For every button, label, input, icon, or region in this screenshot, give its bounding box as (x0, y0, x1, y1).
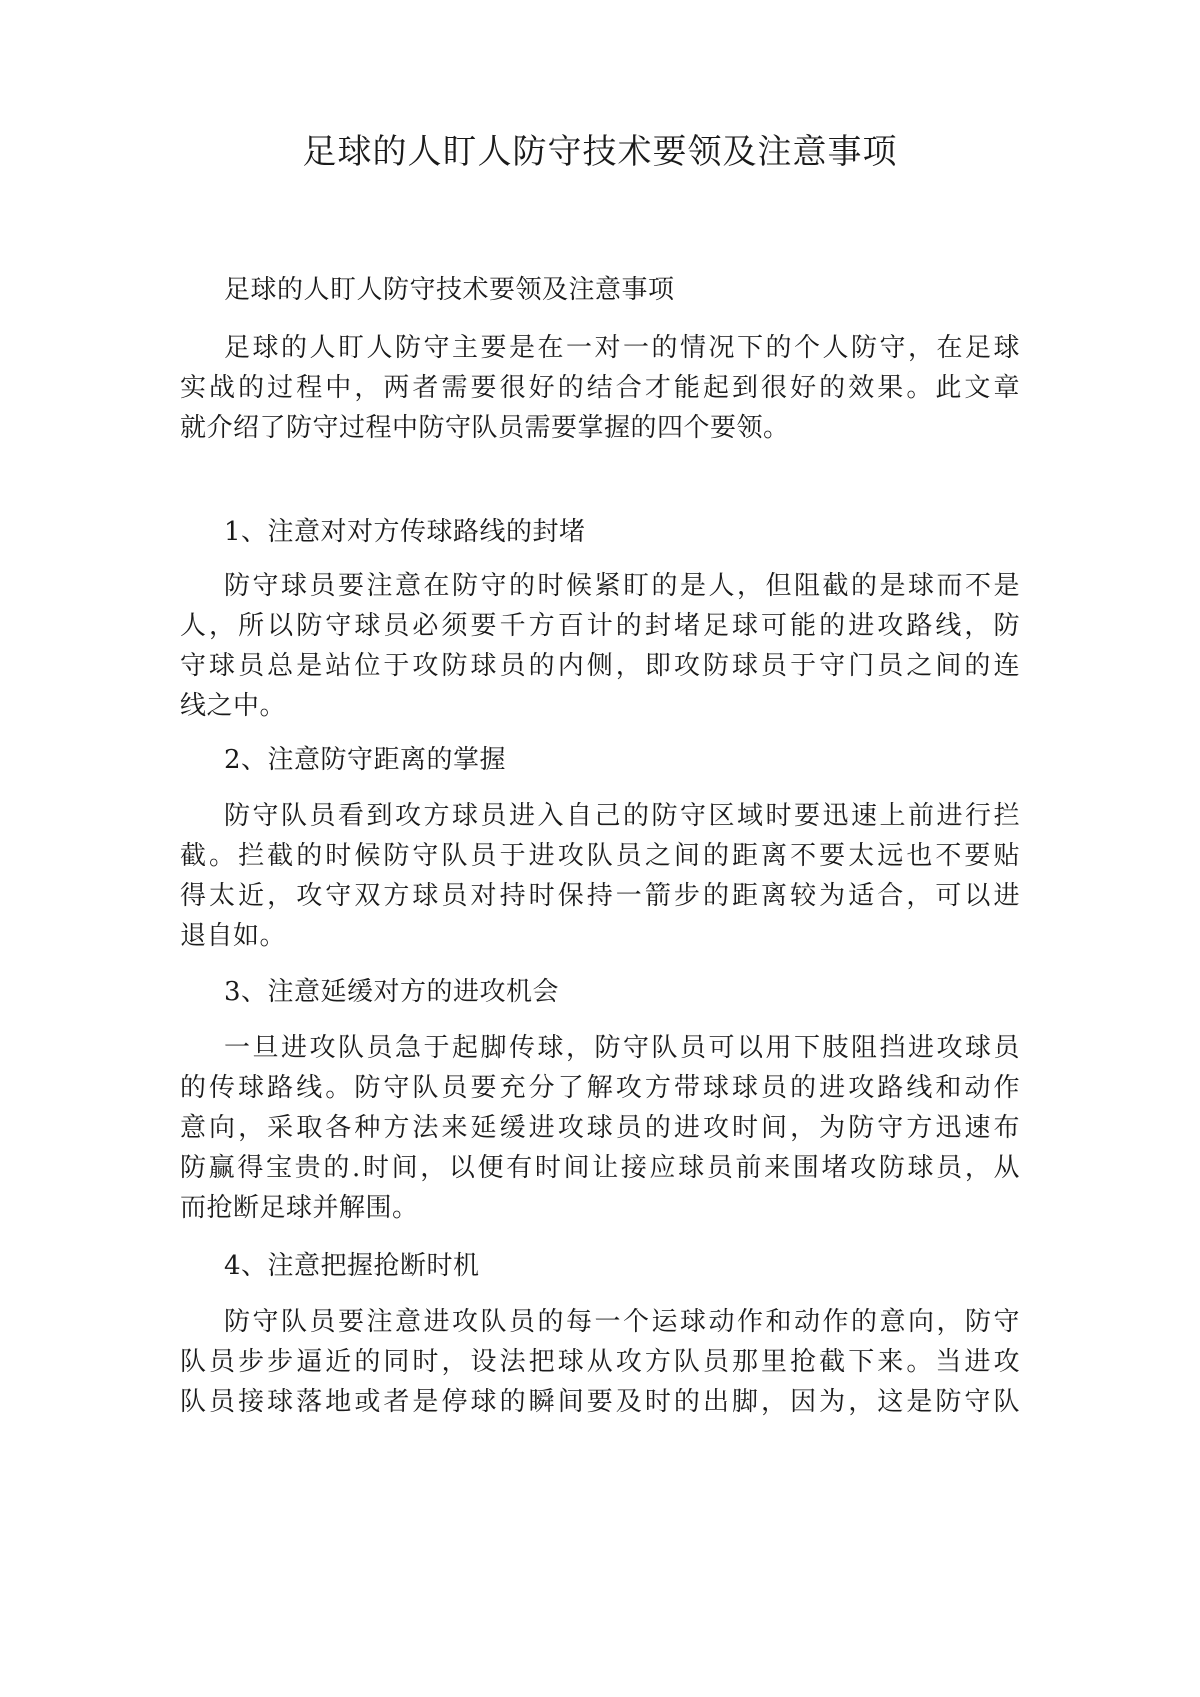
section-3-paragraph (180, 1028, 1020, 1228)
section-2 (180, 740, 1020, 780)
section-heading: 2、注意防守距离的掌握 (224, 745, 507, 775)
paragraph-line: 足球的人盯人防守主要是在一对一的情况下的个人防守，在足球 (224, 333, 1020, 363)
section-2-paragraph (180, 796, 1020, 956)
section-heading: 1、注意对对方传球路线的封堵 (224, 517, 586, 547)
paragraph-line: 的传球路线。防守队员要充分了解攻方带球球员的进攻路线和动作 (180, 1073, 1020, 1103)
section-4 (180, 1246, 1020, 1286)
paragraph-line: 防守球员要注意在防守的时候紧盯的是人，但阻截的是球而不是 (224, 571, 1020, 601)
paragraph-line: 截。拦截的时候防守队员于进攻队员之间的距离不要太远也不要贴 (180, 841, 1020, 871)
subtitle-block (180, 270, 1020, 310)
subtitle: 足球的人盯人防守技术要领及注意事项 (224, 275, 675, 305)
paragraph-line: 意向，采取各种方法来延缓进攻球员的进攻时间，为防守方迅速布 (180, 1113, 1020, 1143)
paragraph-line: 线之中。 (180, 691, 287, 721)
paragraph-line: 防守队员要注意进攻队员的每一个运球动作和动作的意向，防守 (224, 1307, 1020, 1337)
intro-paragraph (180, 328, 1020, 448)
paragraph-line: 队员接球落地或者是停球的瞬间要及时的出脚，因为，这是防守队 (180, 1387, 1020, 1417)
paragraph-line: 一旦进攻队员急于起脚传球，防守队员可以用下肢阻挡进攻球员 (224, 1033, 1020, 1063)
paragraph-line: 防守队员看到攻方球员进入自己的防守区域时要迅速上前进行拦 (224, 801, 1020, 831)
section-heading: 3、注意延缓对方的进攻机会 (224, 977, 560, 1007)
section-3 (180, 972, 1020, 1012)
page-title: 足球的人盯人防守技术要领及注意事项 (302, 132, 898, 172)
paragraph-line: 就介绍了防守过程中防守队员需要掌握的四个要领。 (180, 413, 790, 443)
paragraph-line: 人，所以防守球员必须要千方百计的封堵足球可能的进攻路线，防 (180, 611, 1020, 641)
section-1 (180, 512, 1020, 552)
paragraph-line: 队员步步逼近的同时，设法把球从攻方队员那里抢截下来。当进攻 (180, 1347, 1020, 1377)
paragraph-line: 而抢断足球并解围。 (180, 1193, 419, 1223)
paragraph-line: 防赢得宝贵的.时间，以便有时间让接应球员前来围堵攻防球员，从 (180, 1153, 1020, 1183)
section-heading: 4、注意把握抢断时机 (224, 1251, 480, 1281)
paragraph-line: 守球员总是站位于攻防球员的内侧，即攻防球员于守门员之间的连 (180, 651, 1020, 681)
paragraph-line: 得太近，攻守双方球员对持时保持一箭步的距离较为适合，可以进 (180, 881, 1020, 911)
section-1-paragraph (180, 566, 1020, 726)
paragraph-line: 实战的过程中，两者需要很好的结合才能起到很好的效果。此文章 (180, 373, 1020, 403)
section-4-paragraph (180, 1302, 1020, 1422)
paragraph-line: 退自如。 (180, 921, 287, 951)
